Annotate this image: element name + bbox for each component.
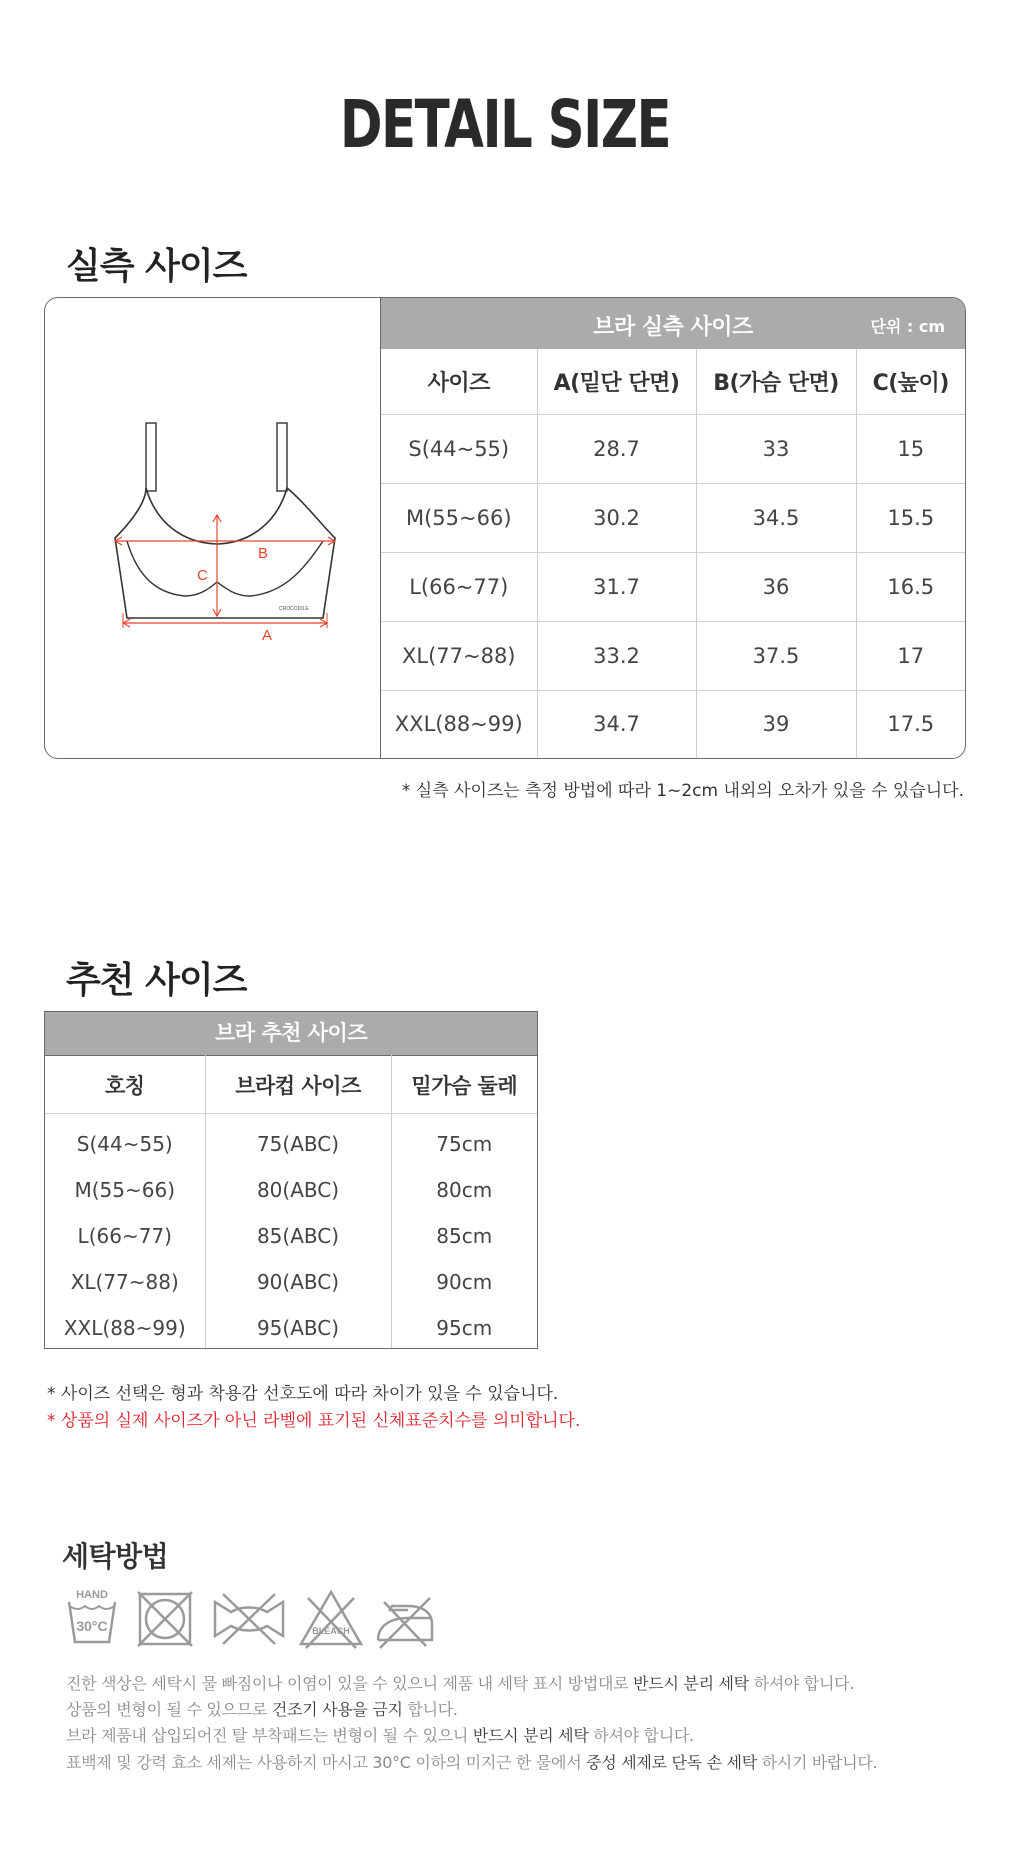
table-row <box>381 414 965 483</box>
diagram-label-c: C <box>197 567 208 584</box>
cell-name: S(44~55) <box>45 1114 205 1168</box>
col-cup: 브라컵 사이즈 <box>205 1056 391 1114</box>
care-line-1: 진한 색상은 세탁시 물 빠짐이나 이염이 있을 수 있으니 제품 내 세탁 표시 방법대로 반드시 분리 세탁 하셔야 합니다. <box>66 1674 855 1693</box>
cell-size: S(44~55) <box>381 414 537 483</box>
cell-underbust: 85cm <box>436 1224 493 1248</box>
measure-note: * 실측 사이즈는 측정 방법에 따라 1~2cm 내외의 오차가 있을 수 있습니다. <box>401 781 964 801</box>
recommend-header-row <box>45 1056 537 1114</box>
cell-a: 31.7 <box>537 552 696 621</box>
col-a: A(밑단 단면) <box>537 349 696 414</box>
cell-underbust: 95cm <box>436 1316 493 1340</box>
cell-a: 34.7 <box>537 690 696 758</box>
cell-b: 39 <box>696 690 856 758</box>
cell-c: 15 <box>856 414 965 483</box>
cell-b: 36 <box>696 552 856 621</box>
table-row <box>381 483 965 552</box>
table-row <box>45 1305 537 1349</box>
measure-header-row <box>381 349 965 414</box>
unit-label: 단위 : cm <box>870 317 945 336</box>
care-line-4: 표백제 및 강력 효소 세제는 사용하지 마시고 30°C 이하의 미지근 한 물에서 중성 세제로 단독 손 세탁 하시기 바랍니다. <box>66 1753 878 1772</box>
cell-c: 16.5 <box>856 552 965 621</box>
recommend-table <box>45 1055 537 1349</box>
table-row <box>45 1167 537 1213</box>
col-name: 호칭 <box>45 1056 205 1114</box>
table-row <box>381 621 965 690</box>
cell-b: 37.5 <box>696 621 856 690</box>
do-not-bleach-icon <box>298 1588 364 1650</box>
measure-size-table <box>44 297 966 759</box>
measure-table-title: 브라 실측 사이즈 <box>593 315 753 340</box>
measure-grid <box>381 298 965 758</box>
measure-section-title: 실측 사이즈 <box>66 246 247 287</box>
recommend-note-red: * 상품의 실제 사이즈가 아닌 라벨에 표기된 신체표준치수를 의미합니다. <box>47 1411 581 1431</box>
cell-c: 17 <box>856 621 965 690</box>
col-b: B(가슴 단면) <box>696 349 856 414</box>
cell-name: M(55~66) <box>45 1167 205 1213</box>
cell-size: L(66~77) <box>381 552 537 621</box>
bra-size-diagram <box>45 298 381 758</box>
temp-text: 30°C <box>76 1618 108 1634</box>
cell-c: 15.5 <box>856 483 965 552</box>
col-size: 사이즈 <box>381 349 537 414</box>
hand-wash-text: HAND <box>76 1589 108 1601</box>
bleach-text: BLEACH <box>312 1626 350 1636</box>
col-c: C(높이) <box>856 349 965 414</box>
cell-cup: 75(ABC) <box>205 1114 391 1168</box>
do-not-iron-icon <box>374 1588 436 1650</box>
recommend-size-table <box>44 1011 538 1349</box>
do-not-tumble-dry-icon <box>136 1588 194 1650</box>
cell-cup: 85(ABC) <box>205 1213 391 1259</box>
cell-name: L(66~77) <box>45 1213 205 1259</box>
hand-wash-30c-icon <box>66 1588 118 1650</box>
table-row <box>381 552 965 621</box>
cell-a: 33.2 <box>537 621 696 690</box>
cell-cup: 90(ABC) <box>205 1259 391 1305</box>
recommend-table-title: 브라 추천 사이즈 <box>45 1012 537 1055</box>
care-line-3: 브라 제품내 삽입되어진 탈 부착패드는 변형이 될 수 있으니 반드시 분리 세탁 하셔야 합니다. <box>66 1726 694 1745</box>
cell-cup: 80(ABC) <box>205 1167 391 1213</box>
diagram-brand-tag: CROCODILE <box>279 606 309 612</box>
cell-name: XL(77~88) <box>45 1259 205 1305</box>
cell-c: 17.5 <box>856 690 965 758</box>
col-underbust: 밑가슴 둘레 <box>391 1056 537 1114</box>
care-line-2: 상품의 변형이 될 수 있으므로 건조기 사용을 금지 합니다. <box>66 1700 458 1719</box>
diagram-label-a: A <box>262 627 273 644</box>
cell-size: XXL(88~99) <box>381 690 537 758</box>
recommend-section-title: 추천 사이즈 <box>66 960 247 1001</box>
cell-underbust: 80cm <box>436 1178 493 1202</box>
page-title: DETAIL SIZE <box>339 86 671 163</box>
measure-table-header <box>381 298 965 349</box>
cell-a: 30.2 <box>537 483 696 552</box>
cell-a: 28.7 <box>537 414 696 483</box>
table-row <box>381 690 965 758</box>
care-section-title: 세탁방법 <box>62 1540 169 1573</box>
cell-underbust: 75cm <box>436 1132 493 1156</box>
table-row <box>45 1114 537 1168</box>
bra-outline-icon <box>45 298 381 759</box>
cell-underbust: 90cm <box>436 1270 493 1294</box>
table-row <box>45 1213 537 1259</box>
cell-cup: 95(ABC) <box>205 1305 391 1349</box>
cell-b: 34.5 <box>696 483 856 552</box>
do-not-wring-icon <box>211 1588 287 1650</box>
recommend-note: * 사이즈 선택은 형과 착용감 선호도에 따라 차이가 있을 수 있습니다. <box>47 1384 559 1404</box>
cell-size: M(55~66) <box>381 483 537 552</box>
diagram-label-b: B <box>258 545 269 562</box>
cell-size: XL(77~88) <box>381 621 537 690</box>
table-row <box>45 1259 537 1305</box>
measure-table <box>381 349 965 758</box>
cell-b: 33 <box>696 414 856 483</box>
cell-name: XXL(88~99) <box>45 1305 205 1349</box>
